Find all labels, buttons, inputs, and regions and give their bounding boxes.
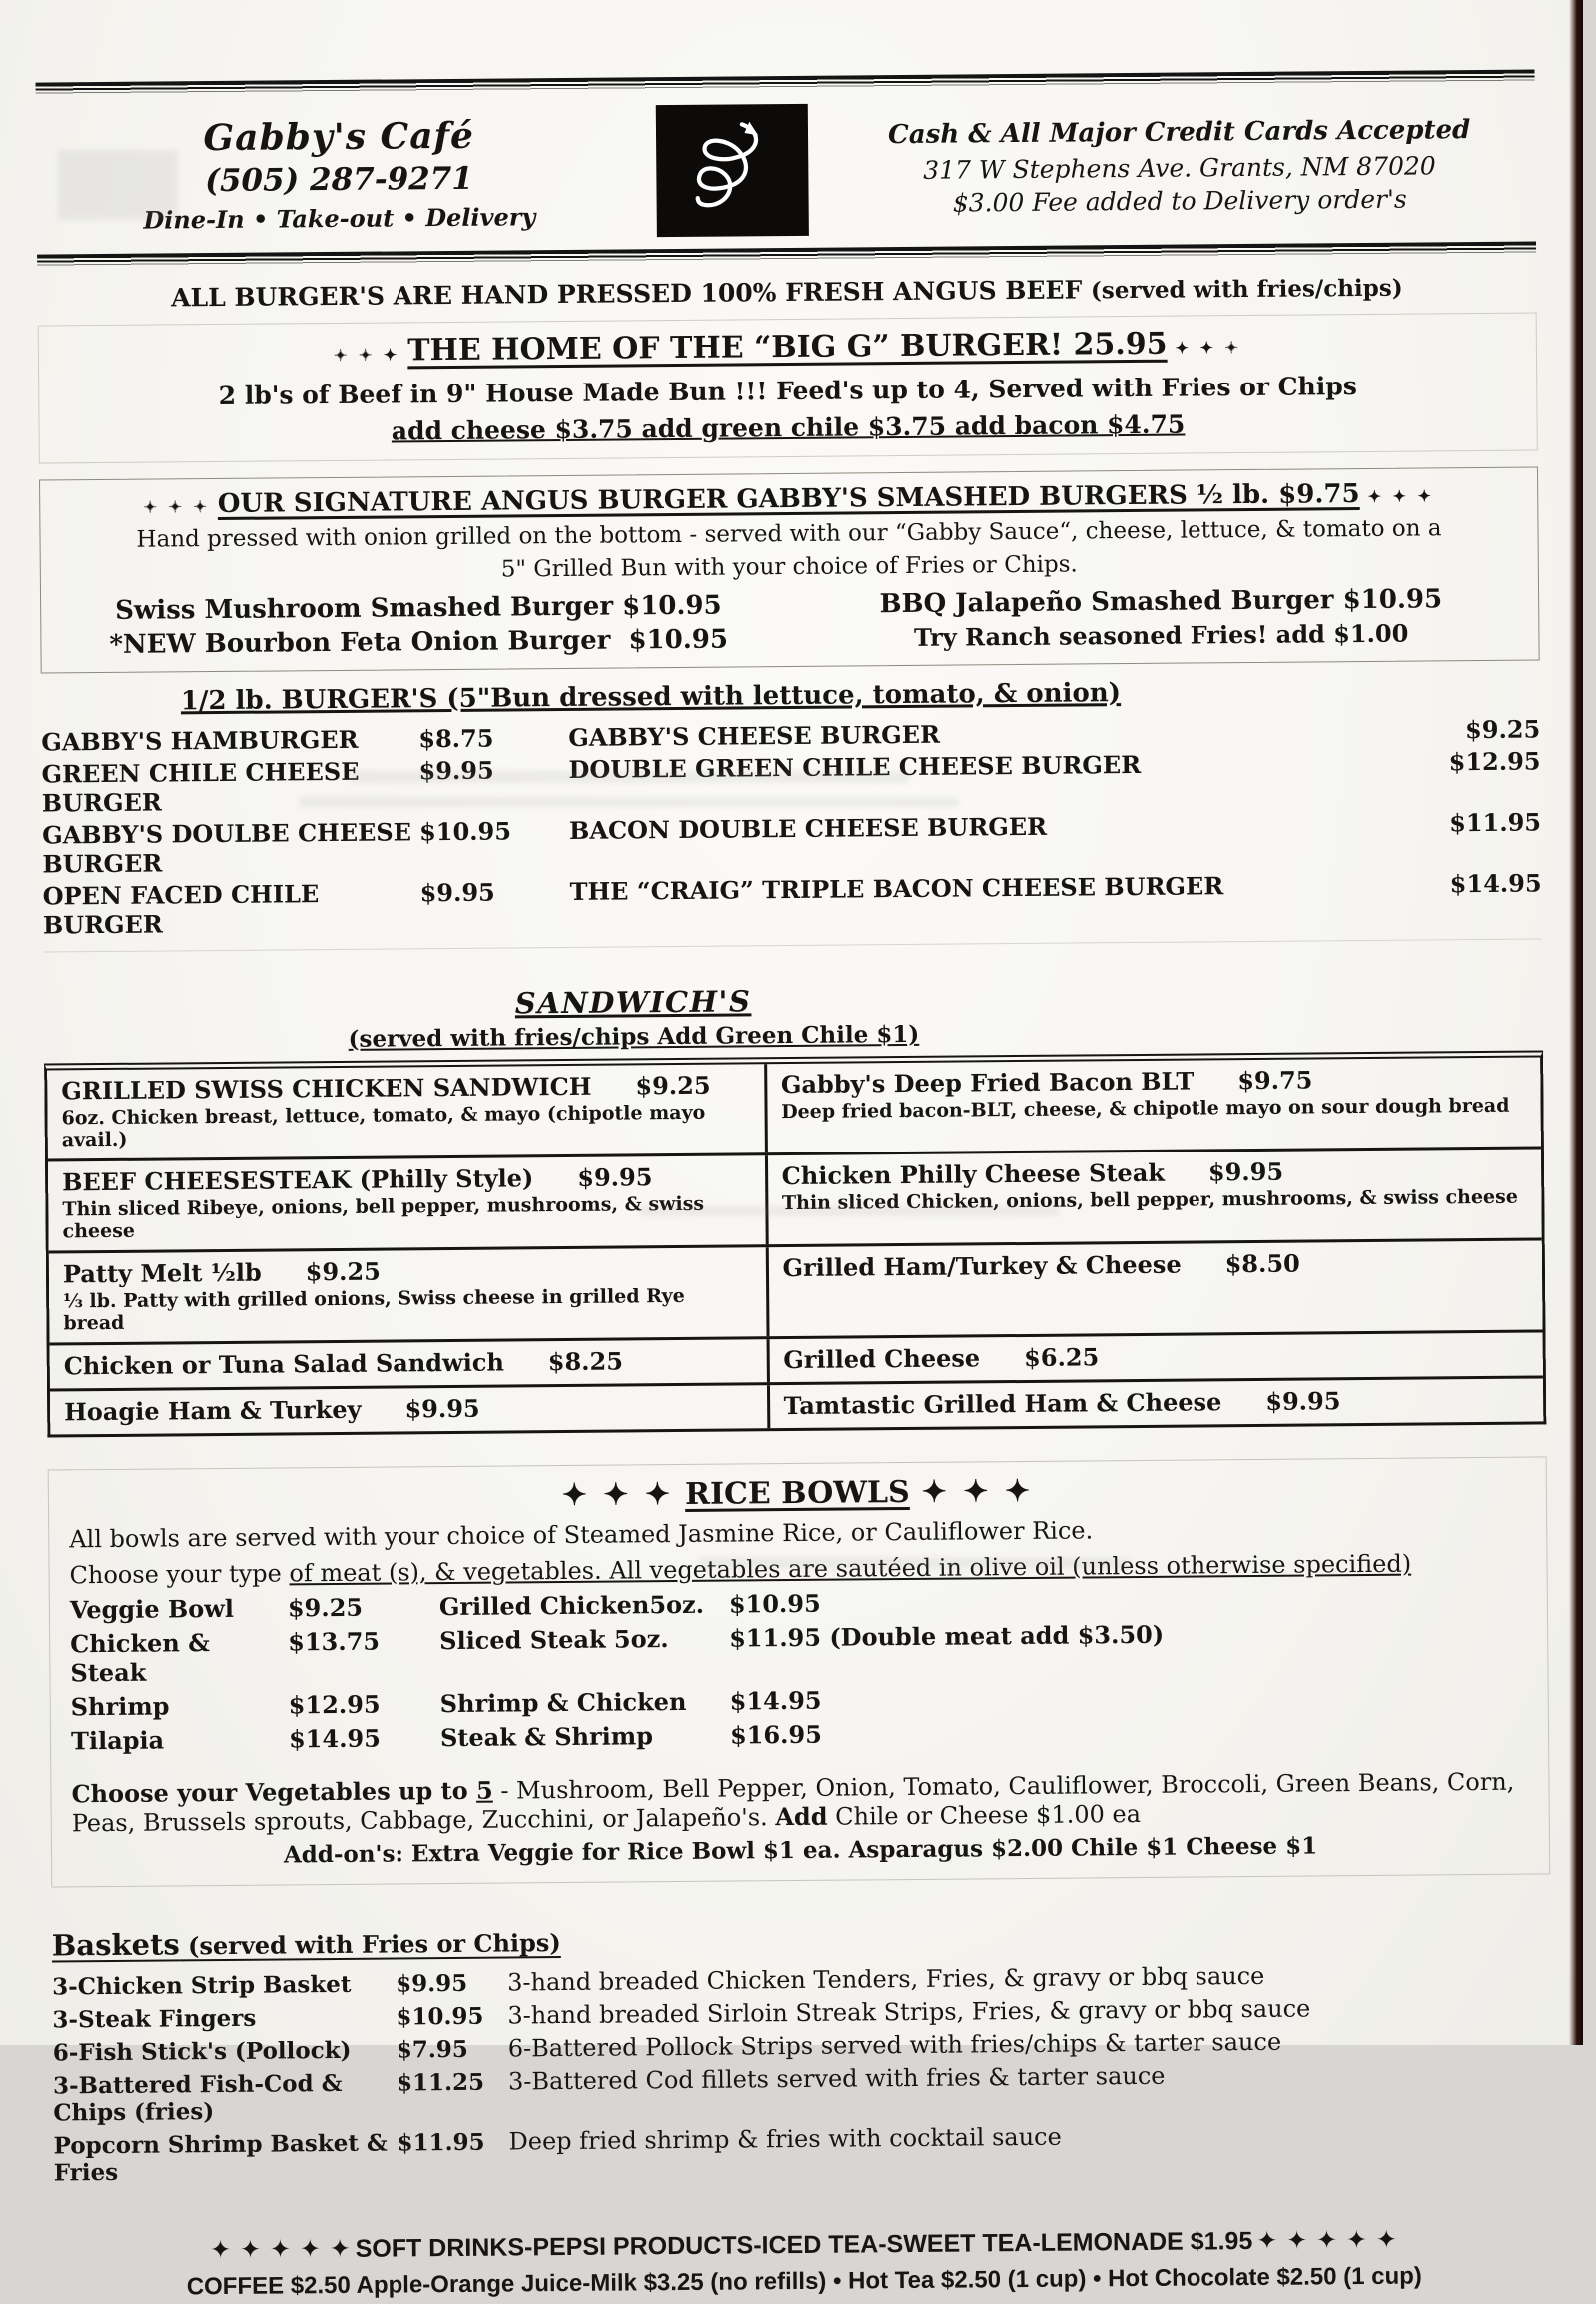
item-name: Sliced Steak 5oz. bbox=[439, 1624, 669, 1656]
item-description: Deep fried bacon-BLT, cheese, & chipotle mayo on sour dough bread bbox=[781, 1094, 1510, 1124]
item-name: THE “CRAIG” TRIPLE BACON CHEESE BURGER bbox=[569, 871, 1224, 906]
item-name: Hoagie Ham & Turkey bbox=[64, 1394, 362, 1427]
menu-item bbox=[766, 1332, 1543, 1382]
item-price: $8.75 bbox=[418, 723, 494, 754]
soft-drinks-text: SOFT DRINKS-PEPSI PRODUCTS-ICED TEA-SWEET TEA-LEMONADE $1.95 bbox=[355, 2227, 1253, 2263]
baskets-section bbox=[52, 1916, 1553, 2186]
item-name: 3-Chicken Strip Basket bbox=[52, 1970, 352, 2001]
item-name: Chicken & Steak bbox=[70, 1628, 210, 1688]
half-lb-burgers-section bbox=[41, 674, 1542, 952]
item-price: $10.95 bbox=[1342, 584, 1443, 616]
baskets-header bbox=[52, 1916, 1551, 1962]
coffee-line: COFFEE $2.50 Apple-Orange Juice-Milk $3.25 (no refills) • Hot Tea $2.50 (1 cup) • Hot Chocolate $2.50 (1 cup) bbox=[186, 2262, 1422, 2301]
rice-bowls-header bbox=[69, 1470, 1526, 1518]
item-name: BBQ Jalapeño Smashed Burger bbox=[879, 585, 1334, 620]
item-name: Steak & Shrimp bbox=[439, 1721, 654, 1753]
veg-add-word: Add bbox=[775, 1801, 828, 1832]
rice-intro-2 bbox=[69, 1549, 1526, 1590]
item-price: $7.95 bbox=[396, 2035, 468, 2064]
menu-item bbox=[765, 1240, 1542, 1336]
item-price: $11.25 bbox=[396, 2068, 485, 2097]
item-name: Shrimp bbox=[70, 1691, 170, 1722]
item-price: $9.75 bbox=[1237, 1065, 1313, 1096]
item-name: Tilapia bbox=[70, 1725, 165, 1756]
menu-item bbox=[47, 590, 790, 626]
menu-item bbox=[765, 1149, 1542, 1244]
veg-list: - Mushroom, Bell Pepper, Onion, Tomato, Cauliflower, Broccoli, Green Beans, Corn, Peas, Brussels sprouts, Cabbage, Zucchini, or Jalapeño's. bbox=[71, 1767, 1515, 1838]
item-price: $9.95 bbox=[396, 1969, 468, 1998]
item-price: $9.95 bbox=[1207, 1156, 1284, 1187]
item-name: OPEN FACED CHILE BURGER bbox=[42, 879, 320, 940]
item-price: $10.95 bbox=[728, 1588, 821, 1619]
item-name: GREEN CHILE CHEESE BURGER bbox=[41, 756, 360, 818]
item-description: ⅓ lb. Patty with grilled onions, Swiss cheese in grilled Rye bread bbox=[63, 1284, 685, 1335]
sandwiches-title: SANDWICH'S bbox=[514, 984, 752, 1021]
diamond-ornament: ✦ ✦ ✦ ✦ ✦ bbox=[1256, 2225, 1398, 2255]
vegetables-paragraph bbox=[71, 1767, 1528, 1838]
item-price: $9.95 bbox=[1265, 1386, 1341, 1416]
table-row bbox=[48, 1149, 1542, 1253]
menu-item bbox=[47, 1064, 764, 1158]
diamond-ornament: ✦ ✦ ✦ bbox=[333, 345, 400, 365]
sandwiches-header bbox=[0, 979, 1383, 1057]
item-price: $11.95 bbox=[397, 2128, 485, 2157]
header-left-block bbox=[60, 113, 618, 235]
item-price: $10.95 bbox=[396, 2002, 484, 2031]
rice-addons-line: Add-on's: Extra Veggie for Rice Bowl $1 ea. Asparagus $2.00 Chile $1 Cheese $1 bbox=[283, 1832, 1318, 1869]
menu-item bbox=[49, 1247, 766, 1342]
item-price: $9.95 bbox=[418, 755, 494, 786]
half-lb-items bbox=[41, 714, 1542, 939]
rice-bowls-section bbox=[48, 1456, 1551, 1887]
ranch-fries-note: Try Ranch seasoned Fries! add $1.00 bbox=[913, 618, 1409, 652]
item-price: $8.50 bbox=[1224, 1248, 1300, 1279]
table-row bbox=[47, 1057, 1541, 1161]
smashed-title: OUR SIGNATURE ANGUS BURGER GABBY'S SMASHED BURGERS ½ lb. $9.75 bbox=[217, 479, 1360, 520]
item-name: *NEW Bourbon Feta Onion Burger bbox=[109, 625, 611, 660]
item-price: $6.25 bbox=[1023, 1342, 1100, 1372]
smashed-items bbox=[47, 584, 1533, 661]
header-right-block bbox=[847, 115, 1512, 219]
item-price: $10.95 bbox=[628, 624, 729, 656]
banner-paren: (served with fries/chips) bbox=[1090, 274, 1403, 305]
item-description: 6-Battered Pollock Strips served with fries/chips & tarter sauce bbox=[507, 2027, 1282, 2063]
item-price: $16.95 bbox=[729, 1719, 822, 1750]
rice-bowl-items bbox=[70, 1583, 1528, 1756]
menu-item bbox=[767, 1378, 1544, 1428]
baskets-items bbox=[52, 1959, 1553, 2186]
soft-drinks-line bbox=[54, 2223, 1553, 2266]
item-price: $14.95 bbox=[288, 1723, 382, 1754]
veg-count: 5 bbox=[475, 1775, 493, 1805]
big-g-title: THE HOME OF THE “BIG G” BURGER! 25.95 bbox=[407, 326, 1168, 369]
item-name: BACON DOUBLE CHEESE BURGER bbox=[568, 811, 1048, 845]
gabbys-logo bbox=[656, 104, 809, 237]
item-description: Thin sliced Ribeye, onions, bell pepper, mushrooms, & swiss cheese bbox=[62, 1192, 705, 1243]
table-row bbox=[49, 1240, 1543, 1345]
menu-item bbox=[50, 1339, 767, 1388]
intro-lead: Choose your type bbox=[69, 1559, 290, 1590]
item-name: 3-Battered Fish-Cod & Chips (fries) bbox=[52, 2069, 343, 2127]
menu-item bbox=[764, 1057, 1541, 1152]
item-description: 3-hand breaded Sirloin Streak Strips, Fries, & gravy or bbq sauce bbox=[507, 1994, 1311, 2030]
smashed-description-2: 5" Grilled Bun with your choice of Fries or Chips. bbox=[500, 551, 1078, 583]
item-price: $9.95 bbox=[419, 877, 495, 908]
script-g-logo-icon bbox=[667, 114, 798, 227]
item-name: GRILLED SWISS CHICKEN SANDWICH bbox=[61, 1071, 592, 1106]
item-name: Gabby's Deep Fried Bacon BLT bbox=[780, 1066, 1195, 1100]
delivery-fee-note: $3.00 Fee added to Delivery order's bbox=[952, 184, 1407, 218]
menu-item bbox=[50, 1385, 767, 1434]
phone-number: (505) 287-9271 bbox=[205, 160, 474, 199]
item-name: BEEF CHEESESTEAK (Philly Style) bbox=[62, 1163, 534, 1197]
item-price: $9.95 bbox=[577, 1162, 653, 1192]
item-description: Thin sliced Chicken, onions, bell pepper, mushrooms, & swiss cheese bbox=[781, 1185, 1518, 1215]
diamond-ornament: ✦ ✦ ✦ bbox=[561, 1477, 674, 1514]
diamond-ornament: ✦ ✦ ✦ bbox=[1175, 338, 1241, 358]
item-name: DOUBLE GREEN CHILE CHEESE BURGER bbox=[568, 749, 1142, 784]
cafe-name: Gabby's Café bbox=[203, 114, 475, 159]
item-name: Veggie Bowl bbox=[69, 1593, 235, 1625]
item-name: Popcorn Shrimp Basket & Fries bbox=[53, 2129, 388, 2187]
diamond-ornament: ✦ ✦ ✦ bbox=[1367, 486, 1435, 506]
rice-intro-1: All bowls are served with your choice of Steamed Jasmine Rice, or Cauliflower Rice. bbox=[69, 1516, 1094, 1554]
baskets-subtitle: (served with Fries or Chips) bbox=[179, 1928, 561, 1961]
item-price: $11.95 (Double meat add $3.50) bbox=[729, 1619, 1165, 1653]
menu-header bbox=[36, 81, 1536, 254]
item-name: GABBY'S CHEESE BURGER bbox=[568, 719, 941, 752]
item-name: Patty Melt ½lb bbox=[62, 1257, 262, 1289]
item-price: $12.95 bbox=[288, 1689, 381, 1720]
burgers-banner bbox=[37, 271, 1536, 313]
item-name: 3-Steak Fingers bbox=[52, 2004, 257, 2034]
service-options: Dine-In • Take-out • Delivery bbox=[143, 201, 536, 235]
item-name: Swiss Mushroom Smashed Burger bbox=[115, 591, 614, 626]
item-price: $9.25 bbox=[287, 1592, 364, 1623]
intro-underlined: of meat (s), & vegetables. All vegetables are sautéed in olive oil (unless otherwise specified) bbox=[289, 1549, 1412, 1588]
address: 317 W Stephens Ave. Grants, NM 87020 bbox=[923, 151, 1436, 185]
sandwiches-table bbox=[44, 1050, 1546, 1437]
item-name: Grilled Ham/Turkey & Cheese bbox=[782, 1249, 1182, 1283]
baskets-title: Baskets bbox=[51, 1927, 180, 1963]
big-g-addons: add cheese $3.75 add green chile $3.75 add bacon $4.75 bbox=[391, 409, 1186, 446]
item-price: $10.95 bbox=[418, 816, 512, 847]
item-price: $13.75 bbox=[288, 1626, 381, 1657]
item-price: $9.25 bbox=[635, 1070, 711, 1101]
veg-add-rest: Chile or Cheese $1.00 ea bbox=[827, 1799, 1142, 1831]
scan-dark-edge bbox=[1569, 0, 1583, 2045]
item-price: $12.95 bbox=[1448, 746, 1541, 777]
item-description: 6oz. Chicken breast, lettuce, tomato, & mayo (chipotle mayo avail.) bbox=[61, 1101, 706, 1152]
menu-item bbox=[48, 1155, 765, 1250]
diamond-ornament: ✦ ✦ ✦ bbox=[143, 497, 210, 517]
half-lb-title: 1/2 lb. BURGER'S (5"Bun dressed with lettuce, tomato, & onion) bbox=[180, 678, 1122, 717]
item-price: $14.95 bbox=[729, 1685, 822, 1716]
item-name: Shrimp & Chicken bbox=[439, 1686, 687, 1719]
item-name: GABBY'S DOULBE CHEESE BURGER bbox=[41, 817, 412, 879]
item-name: Grilled Cheese bbox=[783, 1343, 981, 1375]
diamond-ornament: ✦ ✦ ✦ bbox=[921, 1473, 1034, 1510]
rice-bowls-title: RICE BOWLS bbox=[684, 1474, 910, 1512]
sandwiches-subtitle: (served with fries/chips Add Green Chile $1) bbox=[348, 1020, 920, 1053]
banner-main: ALL BURGER'S ARE HAND PRESSED 100% FRESH ANGUS BEEF bbox=[171, 275, 1083, 313]
diamond-ornament: ✦ ✦ ✦ ✦ ✦ bbox=[209, 2234, 352, 2265]
smashed-description-1: Hand pressed with onion grilled on the bottom - served with our “Gabby Sauce“, cheese, lettuce, & tomato on a bbox=[136, 515, 1442, 553]
drinks-section bbox=[54, 2223, 1554, 2302]
item-name: Chicken or Tuna Salad Sandwich bbox=[63, 1347, 504, 1381]
item-description: 3-hand breaded Chicken Tenders, Fries, & gravy or bbq sauce bbox=[507, 1961, 1265, 1997]
smashed-burgers-section bbox=[39, 466, 1540, 673]
menu-item bbox=[47, 624, 790, 660]
item-description: Deep fried shrimp & fries with cocktail sauce bbox=[508, 2122, 1062, 2156]
menu-item bbox=[790, 584, 1533, 620]
item-price: $9.25 bbox=[1464, 714, 1541, 745]
item-name: GABBY'S HAMBURGER bbox=[41, 724, 359, 757]
item-price: $8.25 bbox=[547, 1346, 624, 1377]
veg-lead: Choose your Vegetables up to bbox=[71, 1775, 477, 1809]
item-description: 3-Battered Cod fillets served with fries & tarter sauce bbox=[507, 2061, 1166, 2096]
item-price: $10.95 bbox=[622, 590, 722, 622]
item-price: $9.95 bbox=[404, 1393, 480, 1424]
item-name: Grilled Chicken5oz. bbox=[438, 1589, 705, 1622]
payment-note: Cash & All Major Credit Cards Accepted bbox=[887, 115, 1471, 151]
item-name: Tamtastic Grilled Ham & Cheese bbox=[783, 1387, 1222, 1421]
item-price: $9.25 bbox=[305, 1256, 381, 1287]
item-name: 6-Fish Stick's (Pollock) bbox=[52, 2036, 352, 2067]
big-g-section bbox=[38, 312, 1538, 463]
big-g-description: 2 lb's of Beef in 9" House Made Bun !!! Feed's up to 4, Served with Fries or Chips bbox=[218, 372, 1357, 410]
item-name: Chicken Philly Cheese Steak bbox=[781, 1157, 1166, 1191]
item-price: $14.95 bbox=[1449, 868, 1542, 899]
item-price: $11.95 bbox=[1449, 807, 1542, 838]
